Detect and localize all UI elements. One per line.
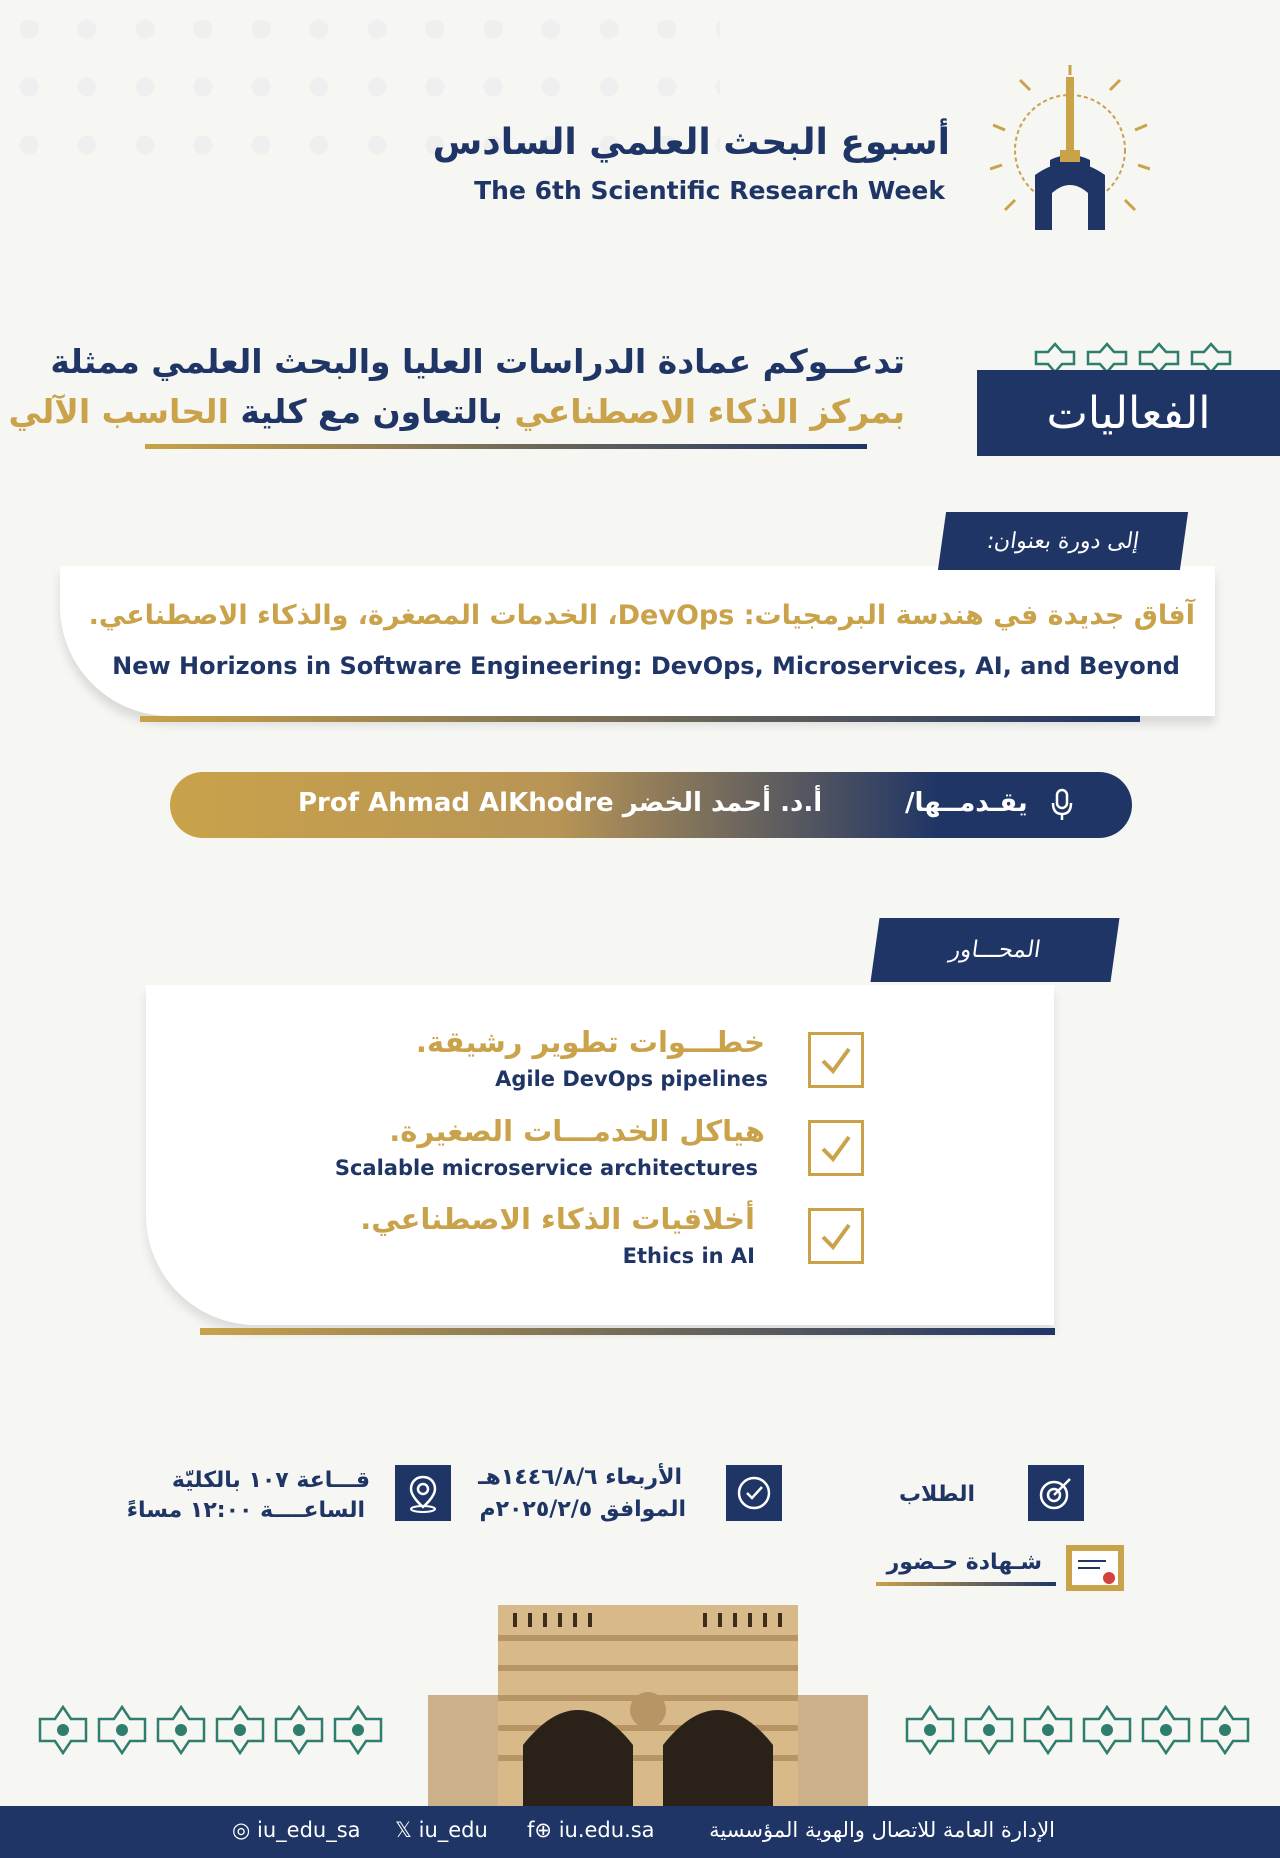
invitation-line-2 [8,392,905,431]
target-icon [1028,1465,1084,1521]
axis-1-arabic: خطـــوات تطوير رشيقة. [415,1025,765,1059]
events-label: الفعاليات [977,370,1280,456]
certificate-text: شـهادة حـضور [886,1550,1042,1575]
checkbox-icon [808,1208,864,1264]
date-gregorian: الموافق ٢٠٢٥/٢/٥م [479,1497,686,1522]
course-underline [140,716,1140,722]
clock-check-icon [726,1465,782,1521]
axis-1-english: Agile DevOps pipelines [495,1067,768,1091]
course-title-english: New Horizons in Software Engineering: DevOps, Microservices, AI, and Beyond [112,652,1180,680]
college-text: الحاسب الآلي [8,392,229,431]
location-line-1: قـــاعة ١٠٧ بالكليّة [171,1468,370,1493]
axis-3-english: Ethics in AI [622,1244,755,1268]
department-name: الإدارة العامة للاتصال والهوية المؤسسية [709,1818,1055,1842]
axis-2-arabic: هياكل الخدمـــات الصغيرة. [389,1114,765,1148]
university-gate-image [428,1605,868,1806]
week-title-arabic: أسبوع البحث العلمي السادس [432,122,950,163]
course-card [60,566,1215,716]
x-handle[interactable]: 𝕏 iu_edu [395,1818,488,1842]
microphone-icon [1050,788,1074,822]
location-icon [395,1465,451,1521]
invitation-underline [145,444,867,449]
collaboration-text: بالتعاون مع كلية [240,392,503,431]
facebook-globe-icon: f⊕ [527,1818,552,1842]
certificate-icon [1066,1545,1124,1591]
website-link[interactable]: f⊕ iu.edu.sa [527,1818,655,1842]
checkbox-icon [808,1032,864,1088]
date-hijri: الأربعاء ١٤٤٦/٨/٦هـ [478,1465,682,1490]
university-logo [990,65,1150,235]
presenter-label: يقـدمــها/ [905,788,1028,818]
audience-text: الطلاب [898,1482,975,1507]
invitation-line-1: تدعــوكم عمادة الدراسات العليا والبحث العلمي ممثلة [50,342,905,381]
axes-label: المحـــاور [871,918,1120,982]
x-icon: 𝕏 [395,1818,412,1842]
week-title-english: The 6th Scientific Research Week [474,176,945,205]
ai-center-text: بمركز الذكاء الاصطناعي [514,392,905,431]
stars-decoration [1030,342,1235,372]
certificate-underline [876,1582,1056,1586]
checkbox-icon [808,1120,864,1176]
stars-decoration [905,1705,1260,1755]
instagram-icon: ◎ [232,1818,251,1842]
presenter-name: Prof Ahmad AlKhodre أ.د. أحمد الخضر [298,788,823,818]
course-title-arabic: آفاق جديدة في هندسة البرمجيات: DevOps، الخدمات المصغرة، والذكاء الاصطناعي. [88,600,1195,631]
instagram-handle[interactable]: ◎ iu_edu_sa [232,1818,361,1842]
axis-2-english: Scalable microservice architectures [334,1156,758,1180]
course-label: إلى دورة بعنوان: [938,512,1188,570]
location-line-2: الساعــــة ١٢:٠٠ مساءً [126,1498,365,1523]
stars-decoration [38,1705,393,1755]
axes-underline [200,1328,1055,1335]
axis-3-arabic: أخلاقيات الذكاء الاصطناعي. [360,1202,755,1236]
